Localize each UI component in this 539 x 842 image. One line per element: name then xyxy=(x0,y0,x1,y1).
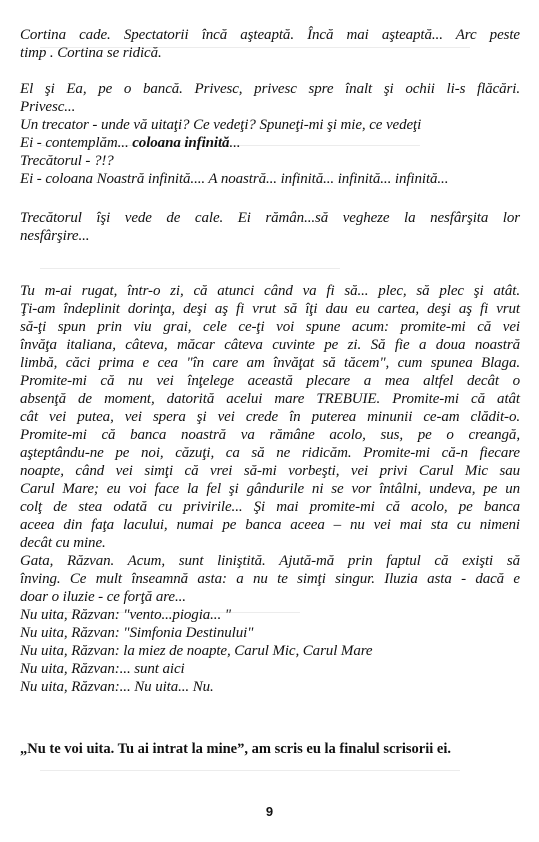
text-line: Nu uita, Răzvan: la miez de noapte, Carul Mic, Carul Mare xyxy=(20,643,373,659)
text-line: noapte, când vei simţi că vrei să-mi vorbeşti, vei privi Carul Mic sau xyxy=(20,463,520,479)
bleed-through-line xyxy=(40,268,340,269)
bleed-through-line xyxy=(40,770,460,771)
text-line: El şi Ea, pe o bancă. Privesc, privesc spre înalt şi ochii li-s flăcări. xyxy=(20,81,520,97)
text-line: învăţa italiana, câteva, măcar câteva cuvinte pe zi. Să fie a doua noastră xyxy=(20,337,520,353)
text-line: timp . Cortina se ridică. xyxy=(20,45,162,61)
text-line: Gata, Răzvan. Acum, sunt liniştită. Ajută-mă prin faptul că exişti să xyxy=(20,553,520,569)
text-line: nesfârşire... xyxy=(20,228,90,244)
text-line: aceea din faţa lacului, numai pe banca aceea – nu vei mai sta cu nimeni xyxy=(20,517,520,533)
text-line: limbă, căci prima e cea "în care am învăţat să tăcem", cum spunea Blaga. xyxy=(20,355,520,371)
dialogue-text: Ei - contemplăm... xyxy=(20,135,129,151)
text-line: aşteptându-ne pe noi, căzuţi, ca să ne ridicăm. Promite-mi că-n fiecare xyxy=(20,445,520,461)
text-line: Nu uita, Răzvan:... sunt aici xyxy=(20,661,185,677)
closing-line: „Nu te voi uita. Tu ai intrat la mine”, am scris eu la finalul scrisorii ei. xyxy=(20,741,451,757)
text-line: înving. Ce mult înseamnă asta: a nu te simţi singur. Iluzia asta - dacă e xyxy=(20,571,520,587)
text-line: Cortina cade. Spectatorii încă aşteaptă. Încă mai aşteaptă... Arc peste xyxy=(20,27,520,43)
text-line: Nu uita, Răzvan: "vento...piogia... " xyxy=(20,607,231,623)
text-line: Tu m-ai rugat, într-o zi, că atunci când va fi să... plec, să plec şi atât. xyxy=(20,283,520,299)
text-line: absenţă de moment, datorită acelui mare TREBUIE. Promite-mi că atât xyxy=(20,391,520,407)
text-line xyxy=(20,134,520,152)
text-line: colţ de stea odată cu privirile... Şi mai promite-mi că acolo, pe banca xyxy=(20,499,520,515)
text-line: Privesc... xyxy=(20,99,76,115)
text-line: Nu uita, Răzvan: "Simfonia Destinului" xyxy=(20,625,254,641)
text-line: Ţi-am îndeplinit dorinţa, deşi aş fi vrut să îţi dau eu cartea, deşi aş fi vrut xyxy=(20,301,520,317)
text-line: decât cu mine. xyxy=(20,535,106,551)
text-line: doar o iluzie - ce forţă are... xyxy=(20,589,186,605)
text-line: Promite-mi că nu vei înţelege această plecare a mea altfel decât o xyxy=(20,373,520,389)
ellipsis-text: ... xyxy=(229,135,241,151)
text-line: Trecătorul - ?!? xyxy=(20,153,114,169)
text-line: Promite-mi că banca noastră va rămâne acolo, sus, pe o creangă, xyxy=(20,427,520,443)
emphasis-text: coloana infinită xyxy=(132,135,230,151)
page-number: 9 xyxy=(265,804,274,819)
text-line: cât vei putea, vei spera şi vei crede în puterea minunii ce-am clădit-o. xyxy=(20,409,520,425)
text-line: Nu uita, Răzvan:... Nu uita... Nu. xyxy=(20,679,214,695)
text-line: Un trecator - unde vă uitaţi? Ce vedeţi? Spuneţi-mi şi mie, ce vedeţi xyxy=(20,117,422,133)
text-line: Trecătorul îşi vede de cale. Ei rămân...să vegheze la nesfârşita lor xyxy=(20,210,520,226)
text-line: să-ţi spun prin viu grai, cele ce-ţi voi spune acum: promite-mi că vei xyxy=(20,319,520,335)
text-line: Carul Mare; eu voi face la fel şi gândurile ni se vor întâlni, undeva, pe un xyxy=(20,481,520,497)
text-line: Ei - coloana Noastră infinită.... A noastră... infinită... infinită... infinită... xyxy=(20,171,449,187)
